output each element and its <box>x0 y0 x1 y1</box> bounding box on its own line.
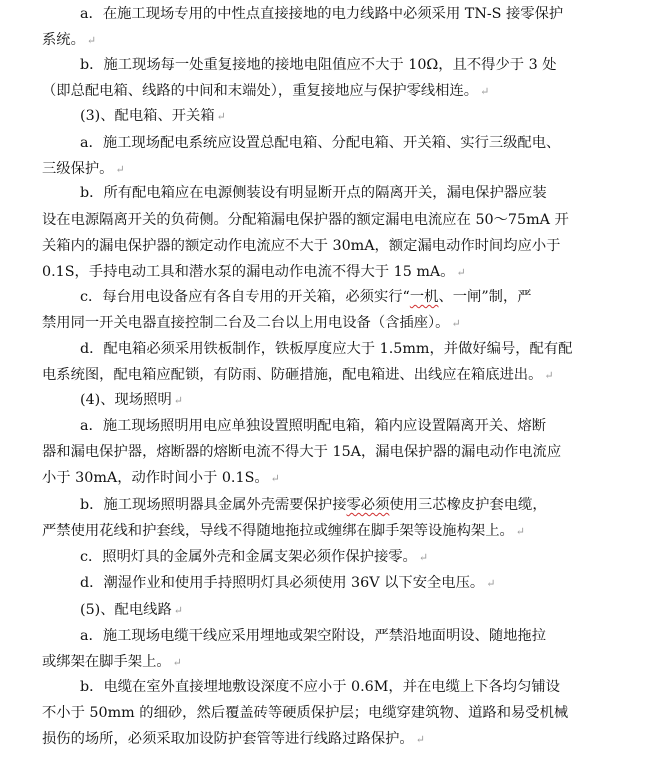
paragraph-mark-icon: ↵ <box>451 317 461 330</box>
paragraph-mark-icon: ↵ <box>86 34 97 47</box>
text-line-content: 0.1S，手持电动工具和潜水泵的漏电动作电流不得大于 15 mA。 <box>42 264 455 280</box>
paragraph-mark-icon: ↵ <box>115 163 125 176</box>
text-line-content: 损伤的场所，必须采取加设防护套管等进行线路过路保护。 <box>42 731 414 747</box>
text-line <box>0 701 648 726</box>
text-line <box>0 545 648 570</box>
text-line-content: 器和漏电保护器，熔断器的熔断电流不得大于 15A，漏电保护器的漏电动作电流应 <box>42 444 562 460</box>
paragraph-mark-icon: ↵ <box>173 394 183 407</box>
text-line <box>0 79 648 104</box>
text-line-content: 禁用同一开关电器直接控制二台及二台以上用电设备（含插座）。 <box>42 315 450 331</box>
paragraph-mark-icon: ↵ <box>486 577 496 590</box>
text-line-content: b．电缆在室外直接埋地敷设深度不应小于 0.6M，并在电缆上下各均匀铺设 <box>80 679 560 695</box>
paragraph-mark-icon: ↵ <box>515 525 526 538</box>
text-line-content: 或绑架在脚手架上。 <box>42 654 171 670</box>
text-line <box>0 388 648 413</box>
text-line-part: b．施工现场照明器具金属外壳需要保护接 <box>80 497 347 513</box>
paragraph-mark-icon: ↵ <box>480 85 490 98</box>
text-line <box>0 675 648 700</box>
text-line-content: 三级保护。 <box>42 161 114 177</box>
text-line <box>0 311 648 336</box>
paragraph-mark-icon: ↵ <box>270 472 280 485</box>
text-line-content: a．施工现场电缆干线应采用埋地或架空附设，严禁沿地面明设、随地拖拉 <box>80 628 547 644</box>
text-line-content: 关箱内的漏电保护器的额定动作电流应不大于 30mA，额定漏电动作时间均应小于 <box>42 238 561 254</box>
paragraph-mark-icon: ↵ <box>216 110 226 123</box>
text-line-content: 小于 30mA，动作时间小于 0.1S。 <box>42 470 269 486</box>
text-line <box>0 571 648 596</box>
text-line <box>0 727 648 752</box>
spellcheck-underline: 一机 <box>409 289 439 305</box>
text-line-content: 严禁使用花线和护套线，导线不得随地拖拉或缠绑在脚手架等设施构架上。 <box>42 523 514 539</box>
text-line <box>0 598 648 623</box>
text-line-content: a．施工现场照明用电应单独设置照明配电箱，箱内应设置隔离开关、熔断 <box>80 418 547 434</box>
text-line-content: d．潮湿作业和使用手持照明灯具必须使用 36V 以下安全电压。 <box>80 575 485 591</box>
text-line-content: b．所有配电箱应在电源侧装设有明显断开点的隔离开关，漏电保护器应装 <box>80 185 547 201</box>
text-line-content: b．施工现场每一处重复接地的接地电阻值应不大于 10Ω，且不得少于 3 处 <box>80 57 557 73</box>
text-line-content: （即总配电箱、线路的中间和末端处），重复接地应与保护零线相连。 <box>42 83 479 99</box>
text-line <box>0 157 648 182</box>
text-line <box>0 28 648 53</box>
text-line-content: c．照明灯具的金属外壳和金属支架必须作保护接零。 <box>80 549 417 565</box>
text-line <box>0 234 648 259</box>
text-line <box>0 519 648 544</box>
text-line-part: c．每台用电设备应有各自专用的开关箱，必须实行“ <box>80 289 410 305</box>
paragraph-mark-icon: ↵ <box>172 656 182 669</box>
text-line-content: 不小于 50mm 的细砂，然后覆盖砖等硬质保护层；电缆穿建筑物、道路和易受机械 <box>42 705 569 721</box>
text-line <box>0 131 648 156</box>
paragraph-mark-icon: ↵ <box>173 604 183 617</box>
text-line <box>0 2 648 27</box>
text-line-content: 设在电源隔离开关的负荷侧。分配箱漏电保护器的额定漏电电流应在 50～75mA 开 <box>42 212 569 228</box>
text-line-content: 电系统图，配电箱应配锁，有防雨、防砸措施，配电箱进、出线应在箱底进出。 <box>42 367 543 383</box>
paragraph-mark-icon: ↵ <box>456 266 466 279</box>
paragraph-mark-icon: ↵ <box>418 551 429 564</box>
text-line <box>0 181 648 206</box>
text-line <box>0 104 648 129</box>
text-line <box>0 466 648 491</box>
text-line <box>0 285 648 310</box>
text-line <box>0 440 648 465</box>
text-line <box>0 624 648 649</box>
spellcheck-underline: 零必须 <box>346 497 390 513</box>
paragraph-mark-icon: ↵ <box>544 369 554 382</box>
text-line-content: (3)、配电箱、开关箱 <box>80 108 215 124</box>
text-line <box>0 493 648 518</box>
text-line <box>0 650 648 675</box>
text-line <box>0 53 648 78</box>
text-line-content: a．在施工现场专用的中性点直接接地的电力线路中必须采用 TN-S 接零保护 <box>80 6 564 22</box>
paragraph-mark-icon: ↵ <box>415 733 425 746</box>
text-line-content: 系统。 <box>42 32 85 48</box>
text-line-content: (5)、配电线路 <box>80 602 172 618</box>
text-line-content: a．施工现场配电系统应设置总配电箱、分配电箱、开关箱、实行三级配电、 <box>80 135 561 151</box>
text-line-content: (4)、现场照明 <box>80 392 172 408</box>
text-line <box>0 414 648 439</box>
text-line <box>0 208 648 233</box>
text-line-content: d．配电箱必须采用铁板制作，铁板厚度应大于 1.5mm，并做好编号，配有配 <box>80 341 573 357</box>
text-line <box>0 363 648 388</box>
text-line-part: 使用三芯橡皮护套电缆， <box>389 497 547 513</box>
text-line-part: 、一闸”制，严 <box>438 289 532 305</box>
text-line <box>0 260 648 285</box>
text-line <box>0 337 648 362</box>
